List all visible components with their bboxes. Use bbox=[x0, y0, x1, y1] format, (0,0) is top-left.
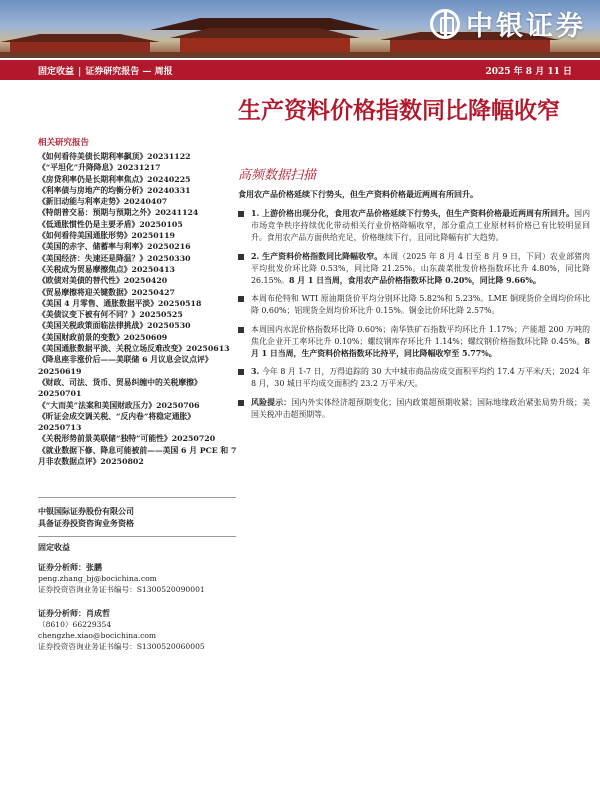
bullet-body: 国内外实体经济超预期变化；国内政策超预期收紧；国际地缘政治紧张局势升级；美国关税冲击超预期等。 bbox=[251, 397, 590, 419]
related-report-link[interactable]: 《利率债与房地产的均衡分析》20240331 bbox=[38, 185, 191, 195]
bullet-number: 2. bbox=[251, 251, 263, 261]
bullet-text bbox=[251, 397, 590, 421]
bullet-item bbox=[238, 366, 590, 390]
bullet-body: 今年 8 月 1-7 日，万得追踪的 30 大中城市商品房成交面积平均约 17.4 万平米/天；2024 年 8 月，30 城日平均成交面积约 23.2 万平米/天。 bbox=[251, 367, 590, 389]
related-report-link[interactable]: 《美国的赤字、储蓄率与利率》20250216 bbox=[38, 242, 191, 252]
report-category-group bbox=[38, 64, 173, 77]
related-report-link[interactable]: 《欧债对美债的替代性》20250420 bbox=[38, 276, 168, 286]
brand-logo bbox=[430, 4, 586, 43]
bullet-number: 3. bbox=[251, 367, 263, 377]
bank-of-china-logo-icon bbox=[430, 9, 460, 39]
bullet-item bbox=[238, 208, 590, 245]
related-report-link[interactable]: 《如何看待美国通胀形势》20250119 bbox=[38, 231, 175, 241]
bullet-bold: 上游价格出现分化，食用农产品价格延续下行势头，但生产资料价格最近两周有所回升。 bbox=[262, 209, 575, 218]
related-report-link[interactable]: 《低通胀惯性仍是主要矛盾》20250105 bbox=[38, 219, 183, 229]
bullet-square-icon bbox=[238, 327, 244, 333]
related-report-link[interactable]: 《美债议变下被有何不同？》20250525 bbox=[38, 310, 183, 320]
courtyard bbox=[0, 52, 600, 58]
analyst-phone: （8610）66229354 bbox=[38, 620, 112, 629]
bullet-square-icon bbox=[238, 211, 244, 217]
company-license: 具备证券投资咨询业务资格 bbox=[38, 518, 134, 528]
bullet-body: 本周（2025 年 8 月 4 日至 8 月 9 日，下同）农业部猪肉平均批发价环比降 0.53%，同比降 21.25%。山东蔬菜批发价格指数环比升 4.80%，同比降 26.15%。 bbox=[251, 251, 590, 286]
bullet-item bbox=[238, 324, 590, 361]
related-report-link[interactable]: 《降息座非涨价后——美联储 6 月议息会议点评》20250619 bbox=[38, 355, 213, 376]
related-report-link[interactable]: 《特朗普交易：预期与预期之外》20241124 bbox=[38, 208, 199, 218]
related-report-link[interactable]: 《关税形势前景美联储“独特”可能性》20250720 bbox=[38, 434, 216, 444]
related-report-link[interactable]: 《房贷利率仍是长期利率焦点》20240225 bbox=[38, 174, 191, 184]
report-info-bar bbox=[0, 60, 600, 80]
roof-left bbox=[0, 34, 160, 42]
bullet-square-icon bbox=[238, 400, 244, 406]
bullet-bold-tail: 8 月 1 日当周，生产资料价格指数环比持平，同比降幅收窄至 5.77%。 bbox=[251, 336, 590, 359]
bullet-body: 本周国内水泥价格指数环比降 0.60%；南华铁矿石指数平均环比升 1.17%；产能超 200 万吨的焦化企业开工率环比升 0.10%；螺纹钢库存环比升 1.14%；螺纹钢价格指数环比降 0.45%。 bbox=[251, 324, 590, 346]
report-date: 2025 年 8 月 11 日 bbox=[485, 66, 572, 77]
related-report-link[interactable]: 《如何看待美债长期利率飙顶》20231122 bbox=[38, 152, 191, 161]
report-category: 固定收益 bbox=[38, 66, 75, 77]
bullet-bold: 生产资料价格指数同比降幅收窄。 bbox=[262, 251, 383, 261]
company-info bbox=[38, 505, 134, 529]
related-report-link[interactable]: 《美国通胀数据平淡、关税立场反难改变》20250613 bbox=[38, 344, 230, 354]
analyst-email[interactable]: peng.zhang_bj@bocichina.com bbox=[38, 574, 157, 583]
analyst-card bbox=[38, 608, 205, 652]
bullet-square-icon bbox=[238, 369, 244, 375]
bullet-item bbox=[238, 293, 590, 317]
related-report-link[interactable]: 《美国 4 月零售、通胀数据平淡》20250518 bbox=[38, 298, 202, 308]
page-title: 生产资料价格指数同比降幅收窄 bbox=[238, 98, 560, 124]
divider bbox=[38, 497, 236, 498]
bullet-text bbox=[251, 208, 590, 245]
divider bbox=[38, 536, 236, 537]
report-type: 证券研究报告 — 周报 bbox=[85, 66, 173, 77]
bullet-item bbox=[238, 251, 590, 288]
analyst-license: 证券投资咨询业务证书编号：S1300520090001 bbox=[38, 585, 205, 594]
related-report-link[interactable]: 《“平坦化”升降降息》20231217 bbox=[38, 163, 161, 173]
company-name: 中银国际证券股份有限公司 bbox=[38, 506, 134, 516]
bullet-bold-tail: 8 月 1 日当周，食用农产品价格指数环比降 0.20%，同比降 9.66%。 bbox=[288, 276, 541, 286]
related-report-link[interactable]: 《财政、司法、货币、贸易纠缠中的关税摩擦》20250701 bbox=[38, 377, 202, 399]
separator: | bbox=[78, 66, 82, 77]
sector-label: 固定收益 bbox=[38, 542, 70, 552]
related-report-link[interactable]: 《美国关税政策面临法律挑战》20250530 bbox=[38, 321, 191, 331]
related-report-link[interactable]: 《就业数据下修、降息可能被前——美国 6 月 PCE 和 7 月非农数据点评》20250802 bbox=[38, 445, 237, 467]
summary-text: 食用农产品价格延续下行势头，但生产资料价格最近两周有所回升。 bbox=[238, 189, 478, 199]
related-report-link[interactable]: 《美国财政前景的变数》20250609 bbox=[38, 332, 168, 342]
bullet-body: 国内市场竞争秩序持续优化带动相关行业价格降幅收窄，部分重点工业原材料价格已有比较明显回升。食用农产品方面供给充足，价格继续下行，且同比降幅有扩大趋势。 bbox=[251, 209, 590, 243]
related-report-link[interactable]: 《美国经济：失速还是降温？》20250330 bbox=[38, 253, 191, 263]
bullet-text bbox=[251, 251, 590, 288]
page-subtitle: 高频数据扫描 bbox=[238, 168, 317, 183]
related-reports-title: 相关研究报告 bbox=[38, 138, 90, 148]
analyst-card bbox=[38, 562, 205, 595]
brand-name: 中银证券 bbox=[466, 11, 586, 42]
analyst-name: 证券分析师：张鹏 bbox=[38, 562, 102, 572]
related-report-link[interactable]: 《“大而美”法案和美国财政压力》20250706 bbox=[38, 400, 200, 410]
analyst-email[interactable]: chengzhe.xiao@bocichina.com bbox=[38, 631, 157, 640]
bullet-text bbox=[251, 366, 590, 390]
bullet-bold: 风险提示： bbox=[251, 397, 292, 407]
bullet-body: 本周布伦特和 WTI 原油期货价平均分别环比降 5.82%和 5.23%。LME 铜现货价全周均价环比降 0.60%；铝现货全周均价环比升 0.15%。铜金比价环比降 2.57%。 bbox=[251, 294, 590, 316]
related-report-link[interactable]: 《关税成为贸易摩擦焦点》20250413 bbox=[38, 264, 175, 274]
bullet-item bbox=[238, 397, 590, 421]
bullet-text bbox=[251, 293, 590, 317]
key-points bbox=[238, 208, 590, 427]
bullet-number: 1. bbox=[251, 209, 263, 218]
related-report-link[interactable]: 《昕证会成交调关税、“反内卷”将稳定通胀》20250713 bbox=[38, 411, 196, 433]
related-report-link[interactable]: 《贸易摩擦将迎关键数据》20250427 bbox=[38, 287, 175, 297]
bullet-square-icon bbox=[238, 296, 244, 302]
bullet-text bbox=[251, 324, 590, 361]
header-banner bbox=[0, 0, 600, 58]
bullet-square-icon bbox=[238, 254, 244, 260]
sidebar bbox=[38, 136, 238, 467]
analyst-name: 证券分析师：肖成哲 bbox=[38, 608, 110, 618]
related-report-link[interactable]: 《新旧动能与利率走势》20240407 bbox=[38, 197, 168, 207]
analyst-license: 证券投资咨询业务证书编号：S1300520060005 bbox=[38, 642, 205, 651]
